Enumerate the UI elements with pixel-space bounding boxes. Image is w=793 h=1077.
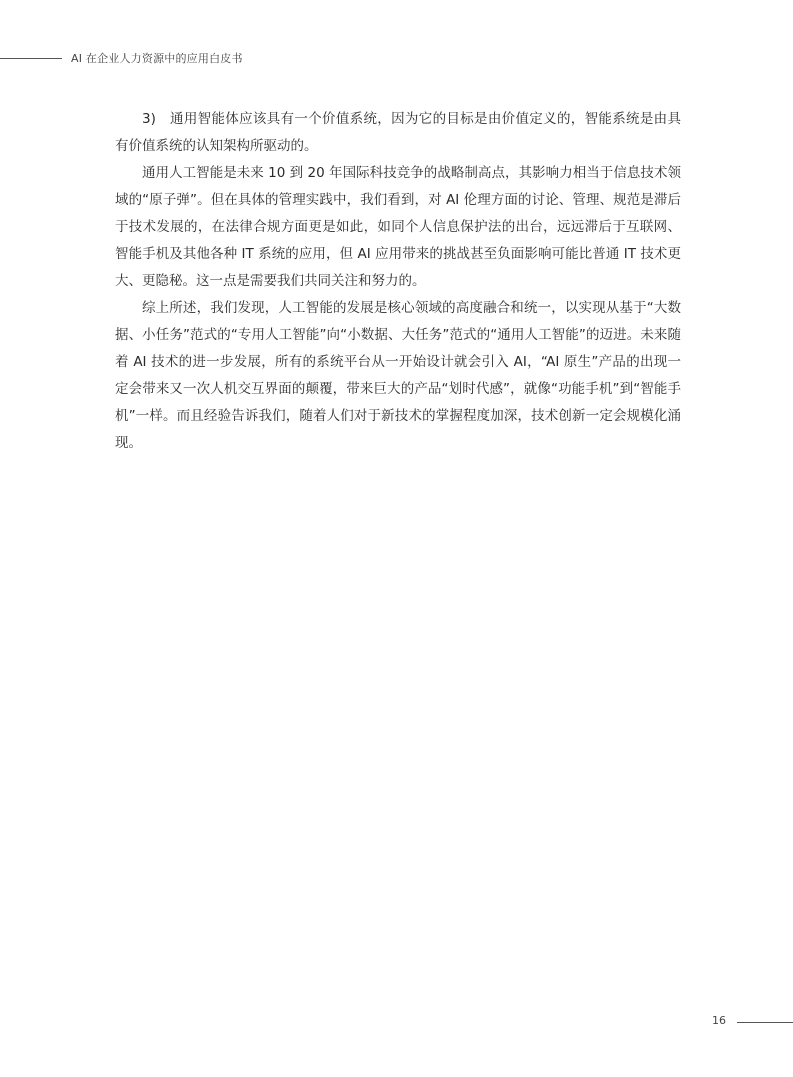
body-text (115, 106, 681, 457)
paragraph-1: 3) 通用智能体应该具有一个价值系统，因为它的目标是由价值定义的，智能系统是由具有价值系统的认知架构所驱动的。 (115, 111, 681, 154)
header-rule (0, 58, 62, 59)
paragraph-2: 通用人工智能是未来 10 到 20 年国际科技竞争的战略制高点，其影响力相当于信息技术领域的“原子弹”。但在具体的管理实践中，我们看到，对 AI 伦理方面的讨论、管理、规范是滞后于技术发展的，在法律合规方面更是如此，如同个人信息保护法的出台，远远滞后于互联网、智能手机及其他各种 IT 系统的应用，但 AI 应用带来的挑战甚至负面影响可能比普通 IT 技术更大、更隐秘。这一点是需要我们共同关注和努力的。 (115, 165, 681, 289)
paragraph-3: 综上所述，我们发现，人工智能的发展是核心领域的高度融合和统一，以实现从基于“大数据、小任务”范式的“专用人工智能”向“小数据、大任务”范式的“通用人工智能”的迈进。未来随着 AI 技术的进一步发展，所有的系统平台从一开始设计就会引入 AI，“AI 原生”产品的出现一定会带来又一次人机交互界面的颠覆，带来巨大的产品“划时代感”，就像“功能手机”到“智能手机”一样。而且经验告诉我们，随着人们对于新技术的掌握程度加深，技术创新一定会规模化涌现。 (115, 300, 681, 451)
footer-rule (737, 1022, 793, 1023)
document-title: AI 在企业人力资源中的应用白皮书 (71, 52, 243, 65)
page-number: 16 (712, 1014, 726, 1027)
